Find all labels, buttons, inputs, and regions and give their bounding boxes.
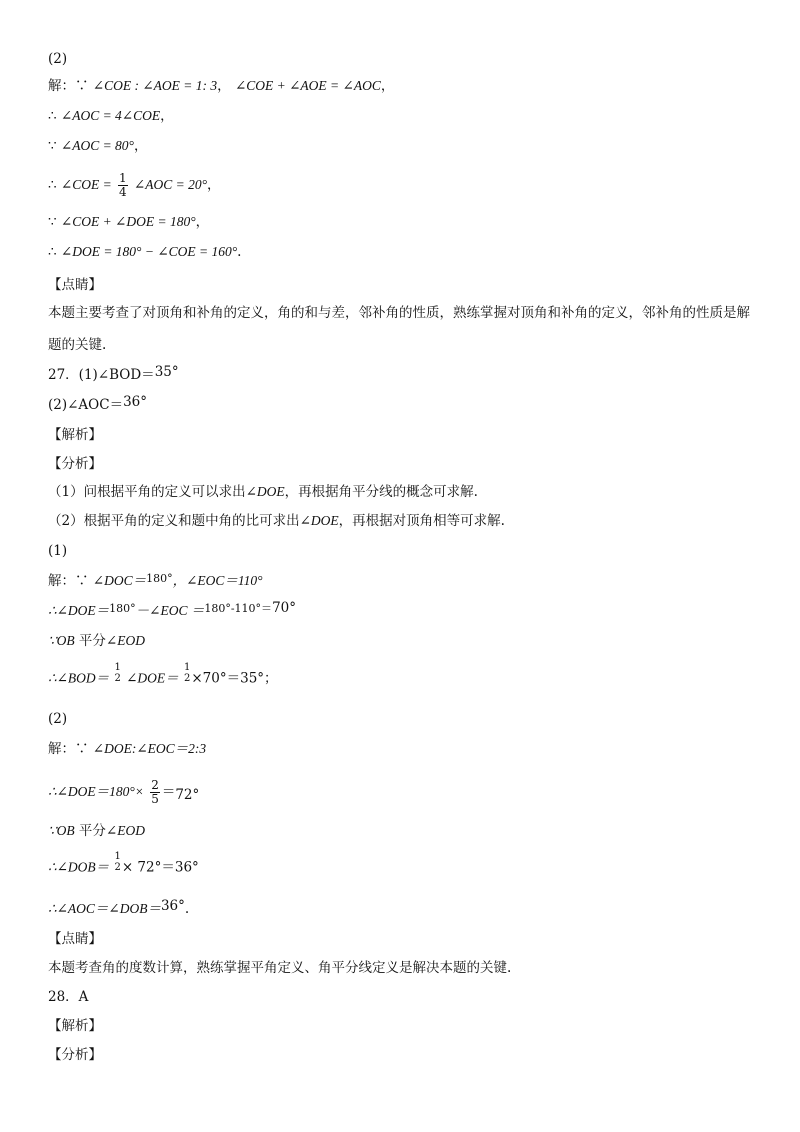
value-70: 70°	[272, 600, 296, 616]
solution-line-3	[48, 137, 147, 155]
because-symbol: ∵	[75, 573, 89, 589]
line-end: ，	[380, 78, 395, 94]
part-2-label: (2)	[48, 51, 68, 67]
part2-line-1	[48, 740, 206, 758]
answer-bod: 35°	[154, 364, 179, 380]
line-end: ，	[207, 177, 221, 193]
aoc-value: ∠AOC = 80°	[60, 138, 134, 153]
part1-line-1	[48, 572, 263, 591]
part-2b-label: (2)	[48, 711, 68, 727]
jiexi-heading-2: 【解析】	[48, 1018, 102, 1034]
ob-segment: ∵OB	[48, 633, 75, 648]
denominator: 2	[114, 862, 121, 873]
bod-result: ×70°＝35°；	[191, 670, 278, 687]
supplementary-equation: ∠COE + ∠DOE = 180°	[60, 214, 196, 229]
part2-line-5	[48, 900, 189, 918]
angle-doe: ∠DOE	[245, 484, 285, 499]
part1-line-2	[48, 602, 296, 621]
solution-prefix: 解：	[48, 78, 75, 94]
fenxi-heading-1: 【分析】	[48, 456, 102, 472]
denominator: 2	[114, 673, 121, 684]
numerator: 1	[118, 171, 127, 185]
dob-result: × 72°＝36°	[121, 859, 199, 876]
numerator: 2	[151, 778, 159, 792]
value-180: 180°	[146, 572, 173, 585]
part1-line-3	[48, 632, 145, 650]
numerator: 1	[114, 851, 121, 862]
fraction-two-fifths	[150, 779, 160, 806]
fenxi-heading-2: 【分析】	[48, 1047, 102, 1063]
angle-dob-eq: ∴∠DOB＝	[48, 859, 110, 875]
question-27-part2: (2)∠AOC＝	[48, 397, 124, 413]
solution-prefix: 解：	[48, 573, 75, 589]
because-symbol: ∵	[75, 741, 89, 757]
angle-eod: ∠EOD	[105, 823, 145, 838]
value-180: 180°	[109, 602, 136, 615]
angle-doe-eq: ∴∠DOE＝	[48, 603, 110, 618]
solution-line-6	[48, 243, 241, 261]
question-27-answer-1	[48, 366, 179, 384]
fraction-one-half	[114, 851, 120, 873]
coe-expression-post: ∠AOC = 20°	[133, 177, 207, 192]
aoc-relation: ∠AOC = 4∠COE	[60, 108, 161, 123]
ob-segment: ∵OB	[48, 823, 75, 838]
question-27-head: 27．(1)∠BOD＝	[48, 367, 155, 383]
angle-eod: ∠EOD	[105, 633, 145, 648]
numerator: 1	[114, 662, 121, 673]
question-27-answer-2	[48, 396, 147, 414]
therefore-symbol: ∴	[48, 177, 57, 193]
denominator: 4	[118, 185, 127, 199]
sum-equation: ∠COE + ∠AOE = ∠AOC	[234, 78, 381, 93]
angle-doe-eq: ∠DOE＝	[126, 670, 179, 686]
line-end: ，	[195, 214, 210, 230]
because-symbol: ∵	[75, 78, 89, 94]
summary-paragraph-1: 本题主要考查了对顶角和补角的定义，角的和与差，邻补角的性质，熟练掌握对顶角和补角的定义，邻补角的性质是解题的关键.	[48, 305, 750, 353]
angle-eoc-value: ，∠EOC＝110°	[172, 573, 263, 588]
analysis-text: （1）问根据平角的定义可以求出	[48, 484, 246, 500]
part-1-label: (1)	[48, 543, 68, 559]
question-28-head: 28．A	[48, 989, 89, 1005]
line-end: .	[237, 244, 242, 260]
analysis-text: ，再根据角平分线的概念可求解.	[284, 484, 478, 500]
subtraction: 180°-110°＝	[204, 602, 273, 615]
minus-eoc: －∠EOC ＝	[135, 603, 205, 618]
ratio-doe-eoc: ∠DOE:∠EOC＝2:3	[92, 741, 207, 756]
solution-prefix: 解：	[48, 741, 75, 757]
part1-line-4	[48, 662, 278, 690]
analysis-line-2	[48, 512, 505, 530]
part2-line-2	[48, 779, 199, 806]
denominator: 2	[183, 673, 191, 684]
answer-aoc: 36°	[123, 394, 148, 410]
analysis-text: （2）根据平角的定义和题中角的比可求出	[48, 513, 300, 529]
analysis-text: ，再根据对顶角相等可求解.	[338, 513, 505, 529]
bisects-word: 平分	[78, 633, 106, 649]
aoc-equals-dob: ∴∠AOC＝∠DOB＝	[48, 901, 161, 916]
bisects-word: 平分	[78, 823, 106, 839]
numerator: 1	[183, 662, 191, 673]
because-symbol: ∵	[48, 214, 57, 230]
angle-doc: ∠DOC＝	[92, 573, 147, 588]
separator: ，	[217, 78, 231, 94]
dianjing-heading-1: 【点睛】	[48, 277, 102, 293]
value-36: 36°	[160, 898, 185, 914]
solution-line-5	[48, 213, 209, 231]
solution-line-4	[48, 172, 221, 199]
therefore-symbol: ∴	[48, 108, 57, 124]
doe-expression: ∴∠DOE＝180°×	[48, 784, 144, 799]
summary-paragraph-2: 本题考查角的度数计算，熟练掌握平角定义、角平分线定义是解决本题的关键.	[48, 960, 512, 976]
therefore-symbol: ∴	[48, 244, 57, 260]
value-72: 72°	[175, 787, 200, 803]
line-end: ，	[160, 108, 174, 124]
coe-expression-pre: ∠COE =	[60, 177, 112, 192]
denominator: 5	[151, 792, 159, 806]
angle-bod-eq: ∴∠BOD＝	[48, 670, 110, 686]
part2-line-3	[48, 822, 145, 840]
fraction-one-quarter	[118, 172, 128, 199]
solution-line-1	[48, 77, 394, 95]
dianjing-heading-2: 【点睛】	[48, 931, 102, 947]
angle-doe: ∠DOE	[299, 513, 339, 528]
solution-line-2	[48, 107, 174, 125]
line-end: .	[184, 901, 190, 917]
jiexi-heading-1: 【解析】	[48, 427, 102, 443]
analysis-line-1	[48, 483, 478, 501]
because-symbol: ∵	[48, 138, 57, 154]
ratio-equation: ∠COE : ∠AOE = 1: 3	[92, 78, 218, 93]
equals: ＝	[161, 784, 176, 800]
line-end: ，	[133, 138, 148, 154]
doe-result: ∠DOE = 180° − ∠COE = 160°	[60, 244, 238, 259]
fraction-one-half	[184, 662, 190, 684]
fraction-one-half	[114, 662, 120, 684]
part2-line-4	[48, 851, 199, 879]
